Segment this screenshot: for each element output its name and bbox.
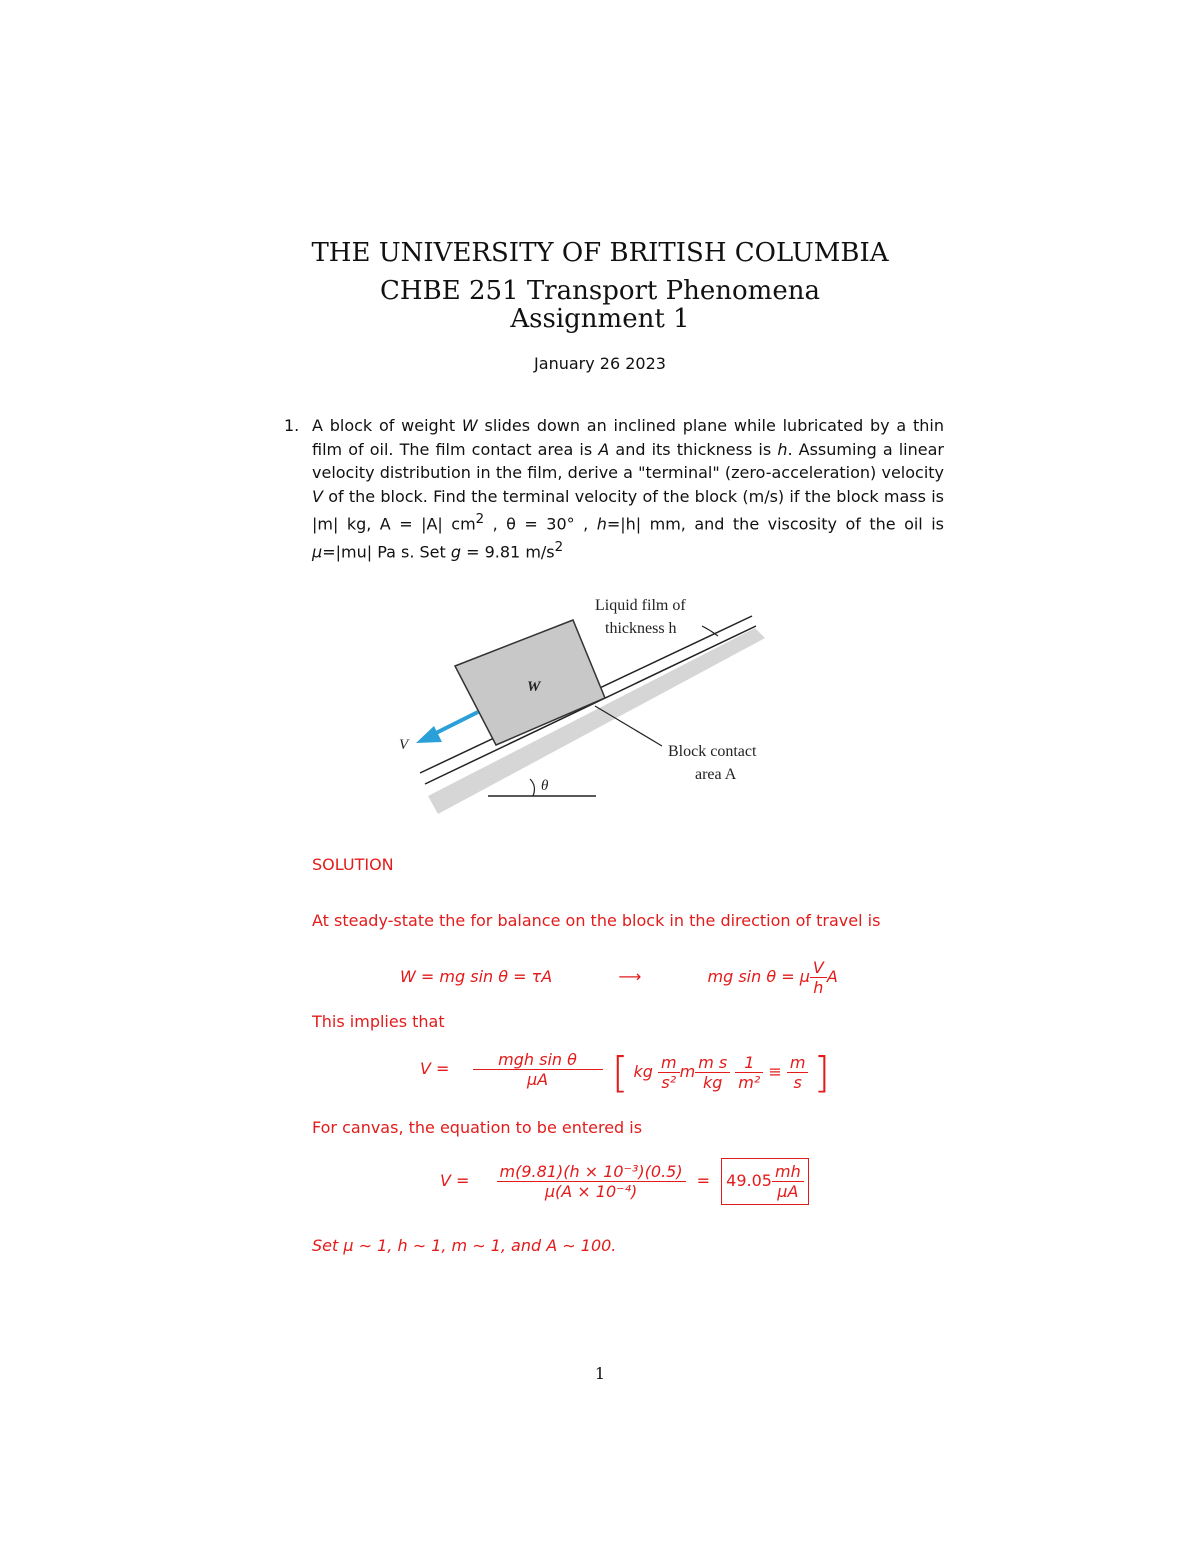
velocity-arrow-head (416, 726, 442, 743)
contact-leader-line (595, 706, 662, 746)
angle-label: θ (541, 778, 549, 794)
solution-set-values: Set μ ∼ 1, h ∼ 1, m ∼ 1, and A ∼ 100. (312, 1236, 617, 1255)
assignment-date: January 26 2023 (534, 354, 666, 373)
solution-heading: SOLUTION (312, 855, 394, 874)
velocity-arrow-shaft (432, 712, 478, 735)
film-label-line1: Liquid film of (595, 597, 686, 614)
plane-shading (428, 628, 765, 814)
eq2-fraction: $\frac{\text{mgh sin θ}}{\mu A}$ (473, 1050, 603, 1089)
problem-1 (284, 414, 944, 564)
solution-implies: This implies that (312, 1012, 445, 1031)
equation-velocity: V = $\frac{\text{mgh sin θ}}{\mu A}$ (420, 1050, 603, 1089)
solution-canvas-note: For canvas, the equation to be entered is (312, 1118, 643, 1137)
eq1-right: mg sin θ = μ (707, 967, 810, 986)
solution-intro: At steady-state the for balance on the block in the direction of travel is (312, 911, 881, 930)
film-leader-line (702, 626, 718, 636)
page-number: 1 (594, 1364, 606, 1383)
eq1-left: W = mg sin θ = τA (400, 967, 553, 986)
eq1-arrow: ⟶ (618, 967, 642, 986)
block-weight-label: W (527, 679, 541, 695)
problem-number: 1. (284, 416, 300, 435)
velocity-label: V (399, 737, 409, 753)
inclined-plane-figure (390, 588, 790, 828)
problem-statement: A block of weight W slides down an inclined plane while lubricated by a thin film of oil. The film contact area is A and its thickness is h. Assuming a linear velocity distribution in the film, derive a "terminal" (zero-acceleration) velocity V of the block. Find the terminal velocity of the block (m/s) if the block mass is |m| kg, A = |A| $cm^2$ , θ = 30° , h=|h| mm, and the viscosity of the oil is μ=|mu| Pa s. Set g = 9.81 $m/s^2$ (312, 416, 945, 562)
angle-arc (530, 779, 534, 796)
assignment-title: Assignment 1 (510, 304, 690, 334)
university-title: THE UNIVERSITY OF BRITISH COLUMBIA (311, 238, 889, 268)
course-title: CHBE 251 Transport Phenomena (380, 276, 820, 306)
equation-units: [ kg $\frac{m}{\text{s²}}$ m $\frac{\text{m s}}{kg}$ $\frac{1}{\text{m²}}$ ≡ $\frac{m}{s}$ ] (612, 1048, 830, 1097)
equation-force-balance: W = mg sin θ = τA ⟶ mg sin θ = μ $\frac{V}{h}$ A (400, 958, 838, 997)
equation-canvas: V = $\frac{\text{m(9.81)(h × 10⁻³)(0.5)}}{\text{μ(A × 10⁻⁴)}}$ = 49.05 $\frac{mh}{\mu A}$ (440, 1158, 809, 1205)
film-label-line2: thickness h (605, 620, 677, 637)
contact-label-line1: Block contact (668, 743, 757, 760)
contact-label-line2: area A (695, 766, 737, 783)
eq1-fraction: $\frac{V}{h}$ (810, 958, 827, 997)
final-answer-box: 49.05 $\frac{mh}{\mu A}$ (721, 1158, 809, 1205)
eq3-fraction: $\frac{\text{m(9.81)(h × 10⁻³)(0.5)}}{\text{μ(A × 10⁻⁴)}}$ (497, 1162, 686, 1201)
